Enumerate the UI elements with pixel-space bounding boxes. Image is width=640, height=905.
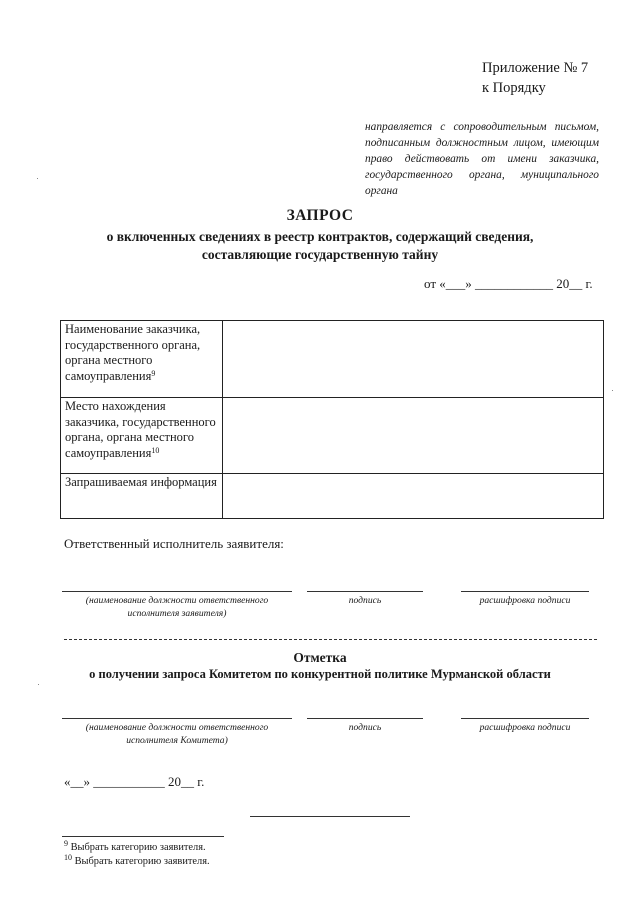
- footnote-number: 10: [64, 853, 72, 862]
- appendix-reference: к Порядку: [482, 80, 546, 96]
- signature-line: [307, 718, 423, 719]
- table-row-value[interactable]: [223, 398, 603, 473]
- footnote-number: 9: [64, 839, 68, 848]
- appendix-header: [482, 58, 588, 98]
- table-row: [61, 398, 603, 474]
- footnote-text: Выбрать категорию заявителя.: [72, 856, 210, 867]
- table-row-value[interactable]: [223, 321, 603, 397]
- table-row-label: [61, 398, 223, 473]
- receipt-date: «__» ___________ 20__ г.: [64, 774, 205, 789]
- table-row-label: [61, 474, 223, 518]
- footnote: [64, 855, 210, 869]
- mark-subtitle: о получении запроса Комитетом по конкурентной политике Мурманской области: [89, 667, 551, 681]
- footnotes: [64, 841, 210, 869]
- label-text: Место нахождения заказчика, государственного органа, органа местного самоуправления: [65, 399, 216, 460]
- footnote-text: Выбрать категорию заявителя.: [68, 842, 206, 853]
- signature-caption: подпись: [348, 722, 382, 733]
- mark-title: Отметка: [293, 650, 347, 665]
- position-line: [62, 718, 292, 719]
- appendix-number: Приложение № 7: [482, 60, 589, 76]
- request-table: [60, 320, 604, 519]
- document-subtitle: о включенных сведениях в реестр контрактов, содержащий сведения, составляющие государственную тайну: [106, 229, 534, 262]
- footnote-ref: 10: [151, 445, 160, 455]
- receiver-signature-line: [250, 816, 410, 817]
- table-row: [61, 321, 603, 398]
- decoding-line: [461, 718, 589, 719]
- mark-block: [0, 649, 640, 683]
- label-text: Запрашиваемая информация: [65, 475, 217, 489]
- table-row-label: [61, 321, 223, 397]
- footnote: [64, 841, 210, 855]
- scan-speck: [37, 178, 38, 179]
- label-text: Наименование заказчика, государственного органа, органа местного самоуправления: [65, 322, 201, 383]
- decoding-line: [461, 591, 589, 592]
- table-row-value[interactable]: [223, 474, 603, 518]
- table-row: [61, 474, 603, 518]
- position-caption: (наименование должности ответственного исполнителя Комитета): [85, 722, 269, 746]
- cut-line: [64, 639, 597, 640]
- decoding-caption: расшифровка подписи: [479, 595, 571, 606]
- position-caption: (наименование должности ответственного исполнителя заявителя): [85, 595, 269, 619]
- scan-speck: [38, 684, 39, 685]
- scan-speck: [612, 390, 613, 391]
- submission-note: направляется с сопроводительным письмом, подписанным должностным лицом, имеющим право действовать от имени заказчика, государственного органа, муниципального органа: [365, 121, 599, 197]
- footnote-ref: 9: [151, 368, 156, 378]
- position-line: [62, 591, 292, 592]
- decoding-caption: расшифровка подписи: [479, 722, 571, 733]
- document-title: ЗАПРОС: [286, 207, 354, 224]
- request-date: от «___» ____________ 20__ г.: [424, 276, 593, 291]
- signature-caption: подпись: [348, 595, 382, 606]
- title-block: [0, 206, 640, 264]
- footnote-separator: [62, 836, 224, 837]
- signature-line: [307, 591, 423, 592]
- responsible-executor-label: Ответственный исполнитель заявителя:: [64, 536, 284, 551]
